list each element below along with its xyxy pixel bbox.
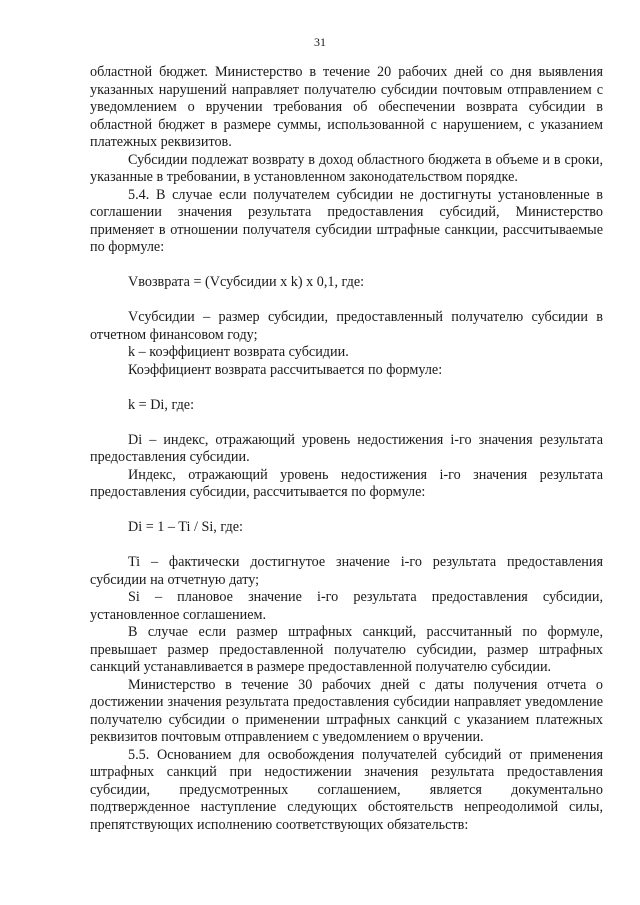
paragraph-penalty-limit: В случае если размер штрафных санкций, рассчитанный по формуле, превышает размер предоставленной получателю субсидии, размер штрафных санкций устанавливается в размере предоставленной получателю субсидии. bbox=[90, 624, 603, 675]
paragraph-refund-terms: Субсидии подлежат возврату в доход областного бюджета в объеме и в сроки, указанные в требовании, в установленном законодательством порядке. bbox=[90, 151, 603, 185]
definition-v-subsidy: Vсубсидии – размер субсидии, предоставленный получателю субсидии в отчетном финансовом году; bbox=[90, 309, 603, 343]
paragraph-notification: Министерство в течение 30 рабочих дней с даты получения отчета о достижении значения результата предоставления субсидии направляет уведомление получателю субсидии о применении штрафных санкций с указанием платежных реквизитов почтовым отправлением с уведомлением о вручении. bbox=[90, 676, 603, 745]
paragraph-section-5-4: 5.4. В случае если получателем субсидии не достигнуты установленные в соглашении значения результата предоставления субсидий, Министерство применяет в отношении получателя субсидии штрафные санкции, рассчитываемые по формуле: bbox=[90, 186, 603, 255]
page-number: 31 bbox=[314, 35, 326, 49]
paragraph-section-5-5: 5.5. Основанием для освобождения получателей субсидий от применения штрафных санкций при недостижении значения результата предоставления субсидии, предусмотренных соглашением, является документально подтвержденное наступление следующих обстоятельств непреодолимой силы, препятствующих исполнению соответствующих обязательств: bbox=[90, 746, 603, 833]
paragraph-coefficient: Коэффициент возврата рассчитывается по формуле: bbox=[128, 361, 443, 378]
formula-k: k = Di, где: bbox=[128, 396, 195, 413]
document-body bbox=[90, 64, 603, 834]
definition-di: Di – индекс, отражающий уровень недостижения i-го значения результата предоставления субсидии. bbox=[90, 431, 603, 465]
paragraph-index-formula: Индекс, отражающий уровень недостижения i-го значения результата предоставления субсидии, рассчитывается по формуле: bbox=[90, 466, 603, 500]
definition-k: k – коэффициент возврата субсидии. bbox=[128, 344, 349, 360]
formula-v-return: Vвозврата = (Vсубсидии x k) x 0,1, где: bbox=[128, 274, 365, 290]
definition-si: Si – плановое значение i-го результата предоставления субсидии, установленное соглашением. bbox=[90, 589, 603, 623]
formula-di: Di = 1 – Ti / Si, где: bbox=[128, 519, 243, 535]
definition-ti: Ti – фактически достигнутое значение i-го результата предоставления субсидии на отчетную дату; bbox=[90, 554, 603, 588]
paragraph-continuation: областной бюджет. Министерство в течение 20 рабочих дней со дня выявления указанных нарушений направляет получателю субсидии почтовым отправлением с уведомлением о вручении требования об обеспечении возврата субсидии в областной бюджет в размере суммы, использованной с нарушением, с указанием платежных реквизитов. bbox=[90, 64, 603, 150]
